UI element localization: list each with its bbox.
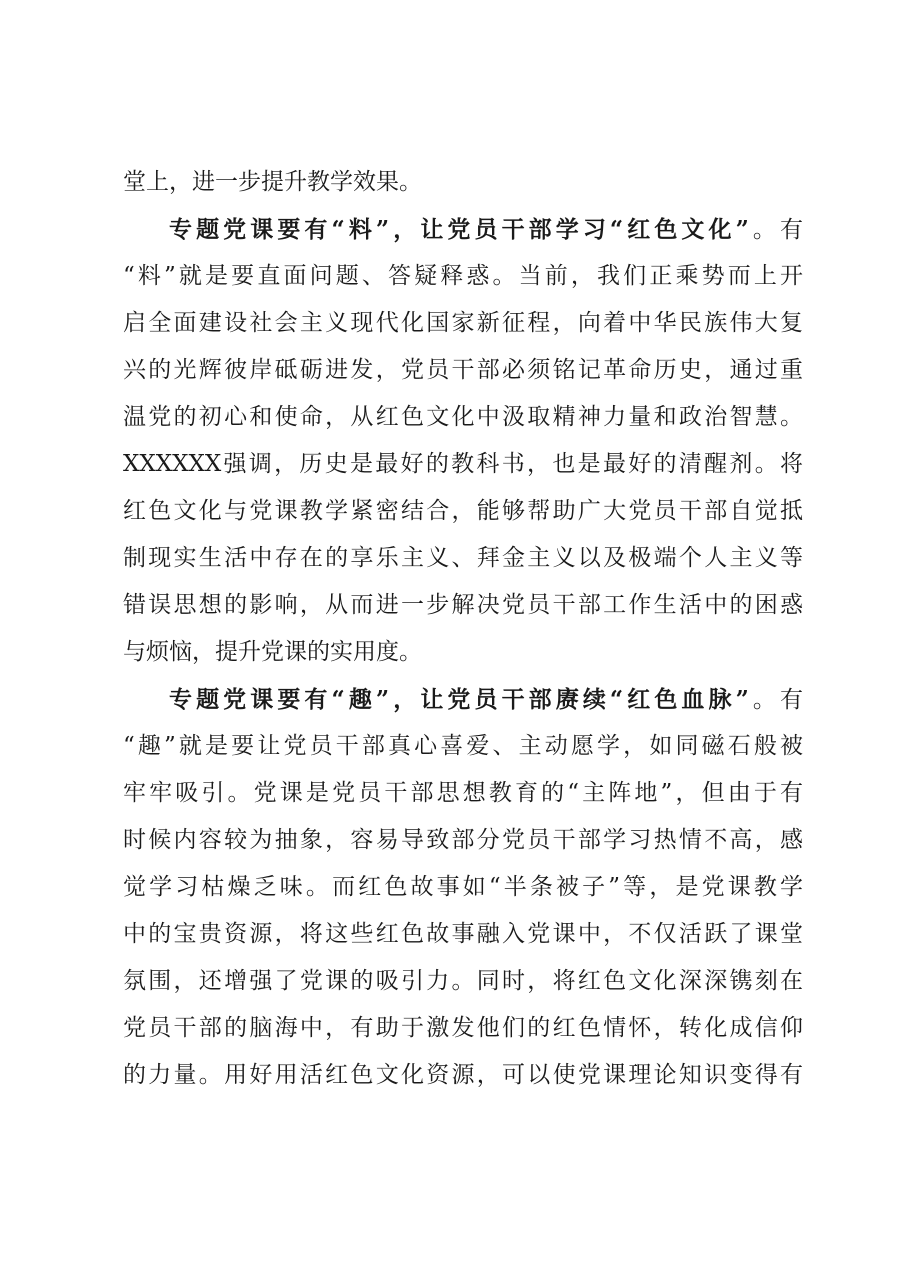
line-text: XXXXXX强调，历史是最好的教科书，也是最好的清醒剂。将: [123, 451, 803, 477]
text-line: [123, 723, 803, 770]
line-text: 制现实生活中存在的享乐主义、拜金主义以及极端个人主义等: [123, 545, 803, 571]
line-text: 中的宝贵资源，将这些红色故事融入党课中，不仅活跃了课堂: [123, 921, 803, 947]
text-line: [123, 394, 803, 441]
text-line: [123, 629, 803, 676]
line-text: 红色文化与党课教学紧密结合，能够帮助广大党员干部自觉抵: [123, 498, 803, 524]
text-line: [123, 488, 803, 535]
line-text: 启全面建设社会主义现代化国家新征程，向着中华民族伟大复: [123, 310, 803, 336]
line-text: “趣”就是要让党员干部真心喜爱、主动愿学，如同磁石般被: [123, 733, 803, 759]
line-text: “料”就是要直面问题、答疑释惑。当前，我们正乘势而上开: [123, 263, 803, 289]
line-text: 氛围，还增强了党课的吸引力。同时，将红色文化深深镌刻在: [123, 968, 803, 994]
text-line: [123, 911, 803, 958]
text-line: [123, 441, 803, 488]
text-line: [123, 770, 803, 817]
line-text: 的力量。用好用活红色文化资源，可以使党课理论知识变得有: [123, 1062, 803, 1088]
line-text: 兴的光辉彼岸砥砺进发，党员干部必须铭记革命历史，通过重: [123, 357, 803, 383]
text-line: [123, 253, 803, 300]
paragraph-heading: 专题党课要有“料”，让党员干部学习“红色文化”: [169, 216, 749, 243]
line-text: 时候内容较为抽象，容易导致部分党员干部学习热情不高，感: [123, 827, 803, 853]
text-line: [123, 958, 803, 1005]
text-line: [123, 347, 803, 394]
body-text: [123, 159, 803, 1099]
line-text: 与烦恼，提升党课的实用度。: [123, 639, 422, 665]
text-line: [123, 300, 803, 347]
line-text: 觉学习枯燥乏味。而红色故事如“半条被子”等，是党课教学: [123, 874, 803, 900]
line-text: 温党的初心和使命，从红色文化中汲取精神力量和政治智慧。: [123, 404, 803, 430]
text-line: [123, 1052, 803, 1099]
line-text: 堂上，进一步提升教学效果。: [123, 169, 422, 195]
text-line: [123, 1005, 803, 1052]
line-text: 。有: [748, 687, 804, 713]
text-line: [123, 535, 803, 582]
line-text: 。有: [748, 217, 804, 243]
paragraph-heading-line: [123, 206, 803, 253]
text-line: [123, 864, 803, 911]
line-text: 错误思想的影响，从而进一步解决党员干部工作生活中的困惑: [123, 592, 803, 618]
paragraph-heading: 专题党课要有“趣”，让党员干部赓续“红色血脉”: [169, 686, 749, 713]
text-line: [123, 582, 803, 629]
line-text: 党员干部的脑海中，有助于激发他们的红色情怀，转化成信仰: [123, 1015, 803, 1041]
text-line: [123, 817, 803, 864]
line-text: 牢牢吸引。党课是党员干部思想教育的“主阵地”，但由于有: [123, 780, 803, 806]
text-line: [123, 159, 803, 206]
paragraph-heading-line: [123, 676, 803, 723]
